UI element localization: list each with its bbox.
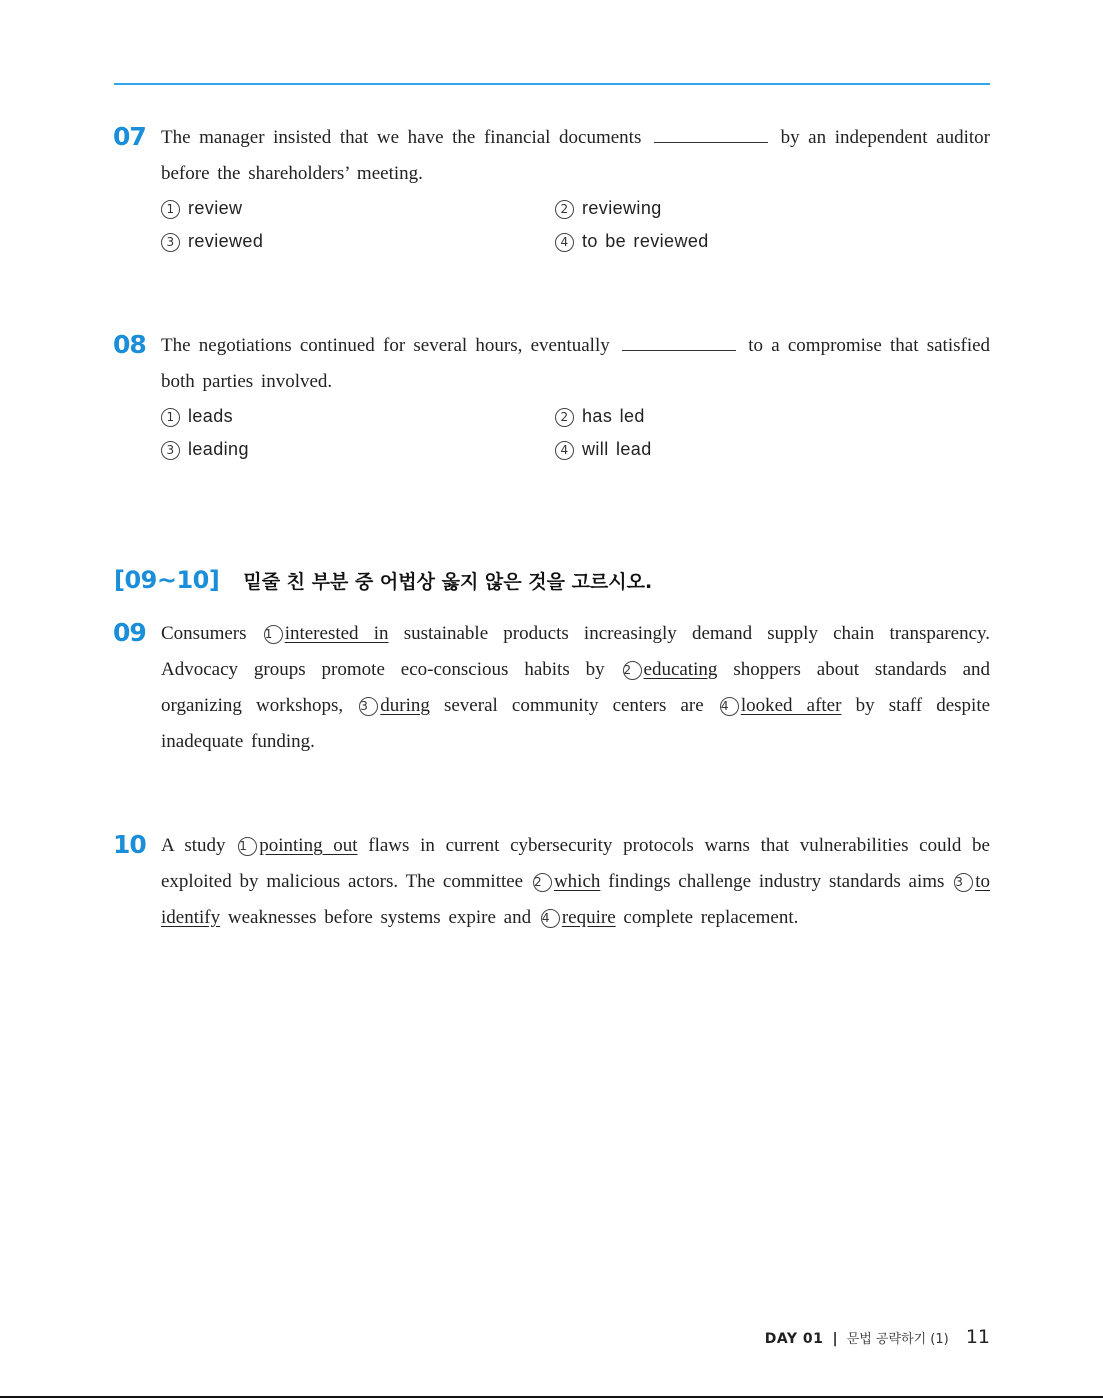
passage-text: by staff despite inadequate funding. [161, 695, 991, 752]
underlined-choice-3[interactable]: during [380, 695, 430, 716]
stem-text-after: to a compromise that satisfied both parties involved. [161, 335, 991, 392]
underlined-choice-1[interactable]: pointing out [259, 835, 358, 856]
q08-option-3[interactable] [161, 439, 249, 460]
question-08-stem [161, 328, 990, 400]
question-07-stem [161, 120, 990, 192]
option-number-circle: 4 [555, 233, 574, 252]
footer-day-label: DAY 01 [764, 1331, 824, 1347]
stem-text-before: The manager insisted that we have the financial documents [161, 127, 642, 148]
option-text: leading [188, 439, 249, 459]
underlined-choice-1[interactable]: interested in [284, 623, 389, 644]
question-number-09: 09 [113, 618, 146, 647]
underline-marker-4: 4 [720, 697, 739, 716]
passage-text: complete replacement. [623, 907, 799, 928]
section-instruction: 밑줄 친 부분 중 어법상 옳지 않은 것을 고르시오. [243, 571, 653, 593]
underlined-choice-3[interactable]: to identify [161, 871, 991, 928]
page-footer [765, 1326, 990, 1348]
question-09-passage [161, 616, 990, 760]
option-text: reviewed [188, 231, 264, 251]
option-text: to be reviewed [582, 231, 709, 251]
option-number-circle: 4 [555, 441, 574, 460]
q08-option-4[interactable] [555, 439, 652, 460]
passage-text: weaknesses before systems expire and [227, 907, 532, 928]
passage-text: shoppers about standards and organizing workshops, [161, 659, 991, 716]
underlined-choice-2[interactable]: which [553, 871, 601, 892]
q08-option-2[interactable] [555, 406, 645, 427]
underline-marker-3: 3 [359, 697, 378, 716]
underline-marker-4: 4 [541, 909, 560, 928]
question-10-passage [161, 828, 990, 936]
underline-marker-2: 2 [623, 661, 642, 680]
option-text: leads [188, 406, 234, 426]
q07-option-3[interactable] [161, 231, 263, 252]
passage-text: Consumers [161, 623, 247, 644]
q08-option-1[interactable] [161, 406, 233, 427]
q07-option-4[interactable] [555, 231, 709, 252]
underlined-choice-4[interactable]: looked after [740, 695, 842, 716]
underline-marker-1: 1 [238, 837, 257, 856]
underlined-choice-2[interactable]: educating [643, 659, 718, 680]
answer-blank [622, 334, 736, 351]
underlined-choice-4[interactable]: require [561, 907, 616, 928]
underline-marker-2: 2 [533, 873, 552, 892]
q07-option-2[interactable] [555, 198, 662, 219]
stem-text-after: by an independent auditor before the shareholders’ meeting. [161, 127, 991, 184]
option-number-circle: 3 [161, 233, 180, 252]
option-text: reviewing [582, 198, 662, 218]
page-number: 11 [965, 1326, 990, 1348]
q07-option-1[interactable] [161, 198, 242, 219]
section-header [114, 566, 652, 594]
option-text: has led [582, 406, 645, 426]
underline-marker-3: 3 [954, 873, 973, 892]
passage-text: several community centers are [443, 695, 704, 716]
option-number-circle: 1 [161, 200, 180, 219]
passage-text: A study [161, 835, 226, 856]
option-text: will lead [582, 439, 652, 459]
question-number-07: 07 [113, 122, 146, 151]
footer-divider: | [832, 1331, 838, 1347]
option-number-circle: 1 [161, 408, 180, 427]
section-range: [09~10] [114, 566, 220, 594]
option-number-circle: 2 [555, 408, 574, 427]
bottom-edge-line [0, 1396, 1103, 1398]
top-divider [114, 83, 990, 85]
option-number-circle: 2 [555, 200, 574, 219]
footer-chapter-title: 문법 공략하기 (1) [846, 1332, 949, 1347]
stem-text-before: The negotiations continued for several hours, eventually [161, 335, 610, 356]
question-number-08: 08 [113, 330, 146, 359]
underline-marker-1: 1 [264, 625, 283, 644]
option-number-circle: 3 [161, 441, 180, 460]
answer-blank [654, 126, 768, 143]
question-number-10: 10 [113, 830, 146, 859]
option-text: review [188, 198, 243, 218]
passage-text: flaws in current cybersecurity protocols warns that vulnerabilities could be exploited by malicious actors. The committee [161, 835, 990, 892]
passage-text: findings challenge industry standards aims [608, 871, 945, 892]
passage-text: sustainable products increasingly demand supply chain transparency. Advocacy groups promote eco-conscious habits by [161, 623, 991, 680]
